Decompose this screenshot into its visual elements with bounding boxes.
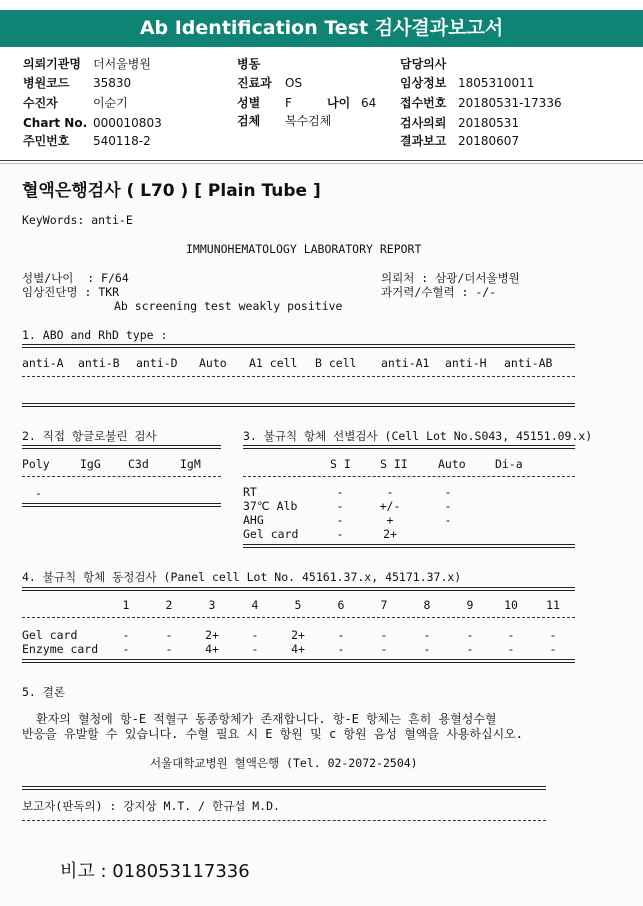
info-row [237, 57, 285, 71]
info-value: OS [285, 76, 303, 90]
panel-col: 4 [251, 598, 259, 612]
panel-cell: - [507, 642, 515, 656]
panel-cell: - [337, 642, 345, 656]
info-value: 20180607 [458, 134, 520, 148]
info-label: 나이 [327, 96, 351, 110]
panel-cell: - [423, 628, 431, 642]
screen-row-label: RT [243, 485, 257, 499]
panel-cell: - [251, 642, 259, 656]
abo-col: anti-D [136, 356, 178, 370]
referral-line: 의뢰처 : 삼광/더서울병원 [381, 271, 520, 285]
screen-cell: - [336, 499, 344, 513]
conclusion-line2: 반응을 유발할 수 있습니다. 수혈 필요 시 E 항원 및 c 항원 음성 혈액을 사용하십시오. [22, 727, 523, 741]
info-row [23, 134, 151, 148]
info-value: 더서울병원 [93, 57, 151, 71]
panel-row-label: Enzyme card [22, 642, 99, 656]
dat-value: - [35, 486, 42, 500]
info-value: 이순기 [93, 96, 128, 110]
info-label: 진료과 [237, 76, 272, 90]
double-rule [22, 503, 221, 507]
info-label: 검사의뢰 [400, 116, 447, 130]
info-label: 성별 [237, 96, 261, 110]
panel-cell: 2+ [205, 628, 219, 642]
panel-col: 5 [294, 598, 302, 612]
dat-col: IgM [180, 457, 201, 471]
panel-row-label: Gel card [22, 628, 78, 642]
report-heading: 혈액은행검사 ( L70 ) [ Plain Tube ] [22, 181, 321, 201]
screen-row-label: AHG [243, 513, 264, 527]
dashed-rule [243, 476, 575, 477]
section5-title: 5. 결론 [22, 685, 65, 699]
panel-cell: - [549, 628, 557, 642]
panel-cell: 4+ [205, 642, 219, 656]
history-line: 과거력/수혈력 : -/- [381, 285, 497, 299]
double-rule [22, 659, 575, 663]
double-rule [22, 403, 575, 407]
screen-cell: +/- [379, 499, 401, 513]
abo-col: anti-A1 [381, 356, 430, 370]
panel-col: 6 [337, 598, 345, 612]
info-row [23, 96, 128, 110]
info-value: 복수검체 [285, 114, 332, 128]
dat-col: Poly [22, 457, 50, 471]
screen-col: Auto [438, 457, 466, 471]
info-row [23, 76, 131, 90]
dashed-rule [22, 617, 575, 618]
double-rule [22, 786, 546, 790]
info-row [237, 96, 292, 110]
screen-row-label: Gel card [243, 527, 299, 541]
info-label: 담당의사 [400, 57, 447, 71]
panel-cell: - [380, 628, 388, 642]
info-label: Chart No. [23, 116, 88, 130]
abo-col: anti-B [78, 356, 120, 370]
section4-title: 4. 불규칙 항체 동정검사 (Panel cell Lot No. 45161.37.x, 45171.37.x) [22, 570, 462, 584]
reporter-line: 보고자(판독의) : 강지상 M.T. / 한규섭 M.D. [22, 799, 280, 813]
info-row [237, 76, 302, 90]
screen-cell: - [386, 485, 394, 499]
info-value: 000010803 [93, 116, 162, 130]
section2-title: 2. 직접 항글로불린 검사 [22, 429, 157, 443]
info-label: 병동 [237, 57, 261, 71]
abo-col: Auto [199, 356, 227, 370]
panel-col: 1 [122, 598, 130, 612]
panel-cell: 4+ [291, 642, 305, 656]
panel-cell: - [466, 628, 474, 642]
panel-cell: - [507, 628, 515, 642]
info-label: 검체 [237, 114, 261, 128]
diagnosis-line: 임상진단명 : TKR [22, 285, 120, 299]
info-row [237, 114, 331, 128]
info-value: 1805310011 [458, 76, 535, 90]
double-rule [243, 445, 575, 449]
info-label: 임상정보 [400, 76, 447, 90]
dashed-rule [22, 820, 546, 821]
dashed-rule [22, 476, 221, 477]
section1-title: 1. ABO and RhD type : [22, 328, 168, 342]
section3-title: 3. 불규칙 항체 선별검사 (Cell Lot No.S043, 45151.09.x) [243, 429, 593, 443]
panel-cell: - [165, 628, 173, 642]
screen-cell: - [444, 499, 452, 513]
header-divider [0, 160, 643, 161]
keywords-line: KeyWords: anti-E [22, 213, 133, 227]
panel-cell: - [466, 642, 474, 656]
remark-line: 비고 : 018053117336 [60, 861, 250, 882]
info-row [23, 57, 151, 71]
screen-cell: - [336, 527, 344, 541]
dat-col: IgG [80, 457, 101, 471]
panel-col: 8 [423, 598, 431, 612]
info-value: F [285, 96, 292, 110]
info-label: 결과보고 [400, 134, 447, 148]
abo-col: anti-H [445, 356, 487, 370]
info-value: 20180531 [458, 116, 520, 130]
panel-col: 9 [466, 598, 474, 612]
screen-col: Di-a [495, 457, 523, 471]
info-label: 수진자 [23, 96, 58, 110]
screen-cell: + [386, 513, 394, 527]
abo-col: A1 cell [249, 356, 298, 370]
double-rule [22, 445, 221, 449]
info-label: 주민번호 [23, 134, 70, 148]
panel-cell: - [251, 628, 259, 642]
screen-cell: - [336, 513, 344, 527]
info-row [400, 134, 519, 148]
info-row [400, 96, 562, 110]
double-rule [22, 587, 575, 591]
panel-cell: - [549, 642, 557, 656]
screen-col: S I [330, 457, 351, 471]
panel-cell: 2+ [291, 628, 305, 642]
info-row [400, 57, 458, 71]
panel-col: 11 [546, 598, 560, 612]
panel-cell: - [380, 642, 388, 656]
abo-col: anti-A [22, 356, 64, 370]
panel-cell: - [122, 642, 130, 656]
info-value: 64 [361, 96, 377, 110]
info-row [400, 76, 534, 90]
abo-col: B cell [315, 356, 357, 370]
conclusion-line1: 환자의 혈청에 항-E 적혈구 동종항체가 존재합니다. 항-E 항체는 흔히 용혈성수혈 [36, 712, 497, 726]
panel-cell: - [165, 642, 173, 656]
info-row [23, 116, 162, 130]
diagnosis-note: Ab screening test weakly positive [114, 299, 343, 313]
info-value: 20180531-17336 [458, 96, 562, 110]
double-rule [243, 544, 575, 548]
panel-cell: - [122, 628, 130, 642]
screen-col: S II [380, 457, 408, 471]
info-value: 35830 [93, 76, 132, 90]
panel-col: 10 [504, 598, 518, 612]
panel-col: 3 [208, 598, 216, 612]
dashed-rule [22, 376, 575, 377]
screen-cell: - [444, 485, 452, 499]
info-row [400, 116, 519, 130]
dat-col: C3d [128, 457, 149, 471]
screen-cell: - [444, 513, 452, 527]
screen-row-label: 37℃ Alb [243, 499, 298, 513]
lab-title: IMMUNOHEMATOLOGY LABORATORY REPORT [186, 242, 422, 256]
panel-cell: - [337, 628, 345, 642]
info-label: 접수번호 [400, 96, 447, 110]
info-row-age [327, 96, 376, 110]
screen-cell: - [336, 485, 344, 499]
panel-col: 2 [165, 598, 173, 612]
double-rule [22, 344, 575, 348]
panel-cell: - [423, 642, 431, 656]
abo-col: anti-AB [504, 356, 553, 370]
sex-age-line: 성별/나이 : F/64 [22, 271, 129, 285]
screen-cell: 2+ [383, 527, 397, 541]
hospital-contact: 서울대학교병원 혈액은행 (Tel. 02-2072-2504) [150, 756, 418, 770]
panel-col: 7 [380, 598, 388, 612]
info-label: 병원코드 [23, 76, 70, 90]
report-title-bar: Ab Identification Test 검사결과보고서 [0, 10, 643, 47]
info-label: 의뢰기관명 [23, 57, 81, 71]
info-value: 540118-2 [93, 134, 151, 148]
